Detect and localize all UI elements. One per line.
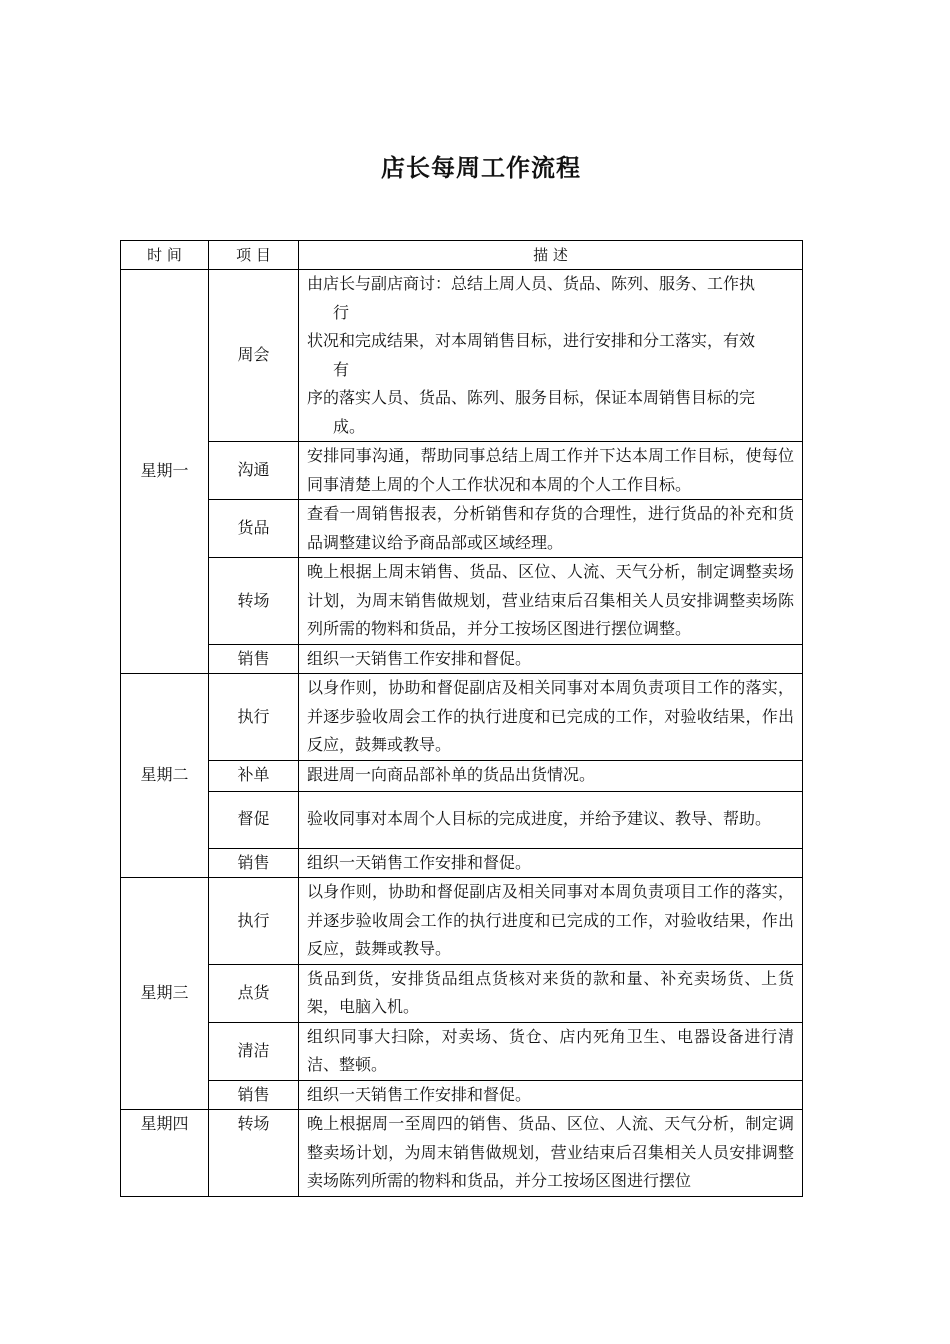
item-cell: 转场 <box>209 1110 299 1197</box>
item-cell: 转场 <box>209 558 299 645</box>
day-cell-tuesday: 星期二 <box>121 674 209 878</box>
desc-cell: 安排同事沟通，帮助同事总结上周工作并下达本周工作目标，使每位同事清楚上周的个人工作状况和本周的个人工作目标。 <box>299 442 803 500</box>
table-row <box>121 964 803 1022</box>
table-row <box>121 878 803 965</box>
table-row <box>121 791 803 848</box>
desc-cell: 组织一天销售工作安排和督促。 <box>299 848 803 878</box>
item-cell: 周会 <box>209 270 299 442</box>
desc-cell: 晚上根据上周末销售、货品、区位、人流、天气分析，制定调整卖场计划，为周末销售做规划，营业结束后召集相关人员安排调整卖场陈列所需的物料和货品，并分工按场区图进行摆位调整。 <box>299 558 803 645</box>
desc-cell: 组织一天销售工作安排和督促。 <box>299 644 803 674</box>
item-cell: 沟通 <box>209 442 299 500</box>
table-row <box>121 674 803 761</box>
desc-line: 状况和完成结果，对本周销售目标，进行安排和分工落实，有效 <box>307 331 756 350</box>
table-row <box>121 500 803 558</box>
desc-cell: 货品到货，安排货品组点货核对来货的款和量、补充卖场货、上货架，电脑入机。 <box>299 964 803 1022</box>
desc-cell <box>299 270 803 442</box>
item-cell: 执行 <box>209 674 299 761</box>
desc-cell: 组织一天销售工作安排和督促。 <box>299 1080 803 1110</box>
desc-line: 成。 <box>333 416 366 436</box>
item-cell: 执行 <box>209 878 299 965</box>
header-desc: 描 述 <box>299 241 803 270</box>
item-cell: 货品 <box>209 500 299 558</box>
header-time: 时 间 <box>121 241 209 270</box>
table-row <box>121 1110 803 1197</box>
table-row <box>121 644 803 674</box>
table-row <box>121 1022 803 1080</box>
day-cell-thursday: 星期四 <box>121 1110 209 1197</box>
header-row <box>121 241 803 270</box>
desc-cell: 晚上根据周一至周四的销售、货品、区位、人流、天气分析，制定调整卖场计划，为周末销售做规划，营业结束后召集相关人员安排调整卖场陈列所需的物料和货品，并分工按场区图进行摆位 <box>299 1110 803 1197</box>
weekly-workflow-table <box>120 240 803 1197</box>
table-row <box>121 442 803 500</box>
desc-cell: 跟进周一向商品部补单的货品出货情况。 <box>299 760 803 791</box>
table-row <box>121 760 803 791</box>
header-item: 项 目 <box>209 241 299 270</box>
desc-cell: 以身作则，协助和督促副店及相关同事对本周负责项目工作的落实，并逐步验收周会工作的执行进度和已完成的工作，对验收结果，作出反应，鼓舞或教导。 <box>299 878 803 965</box>
desc-cell: 以身作则，协助和督促副店及相关同事对本周负责项目工作的落实，并逐步验收周会工作的执行进度和已完成的工作，对验收结果，作出反应，鼓舞或教导。 <box>299 674 803 761</box>
desc-line: 由店长与副店商讨：总结上周人员、货品、陈列、服务、工作执 <box>307 274 756 293</box>
item-cell: 销售 <box>209 644 299 674</box>
item-cell: 清洁 <box>209 1022 299 1080</box>
table-row <box>121 848 803 878</box>
desc-line: 行 <box>333 302 350 322</box>
desc-line: 序的落实人员、货品、陈列、服务目标，保证本周销售目标的完 <box>307 388 756 407</box>
item-cell: 补单 <box>209 760 299 791</box>
day-cell-monday: 星期一 <box>121 270 209 674</box>
page-title: 店长每周工作流程 <box>381 154 581 182</box>
item-cell: 督促 <box>209 791 299 848</box>
day-cell-wednesday: 星期三 <box>121 878 209 1110</box>
table-row <box>121 270 803 442</box>
item-cell: 点货 <box>209 964 299 1022</box>
item-cell: 销售 <box>209 848 299 878</box>
desc-line: 有 <box>333 359 350 379</box>
desc-cell: 查看一周销售报表，分析销售和存货的合理性，进行货品的补充和货品调整建议给予商品部或区域经理。 <box>299 500 803 558</box>
table-row <box>121 558 803 645</box>
desc-cell: 验收同事对本周个人目标的完成进度，并给予建议、教导、帮助。 <box>299 791 803 848</box>
item-cell: 销售 <box>209 1080 299 1110</box>
table-row <box>121 1080 803 1110</box>
desc-cell: 组织同事大扫除，对卖场、货仓、店内死角卫生、电器设备进行清洁、整顿。 <box>299 1022 803 1080</box>
